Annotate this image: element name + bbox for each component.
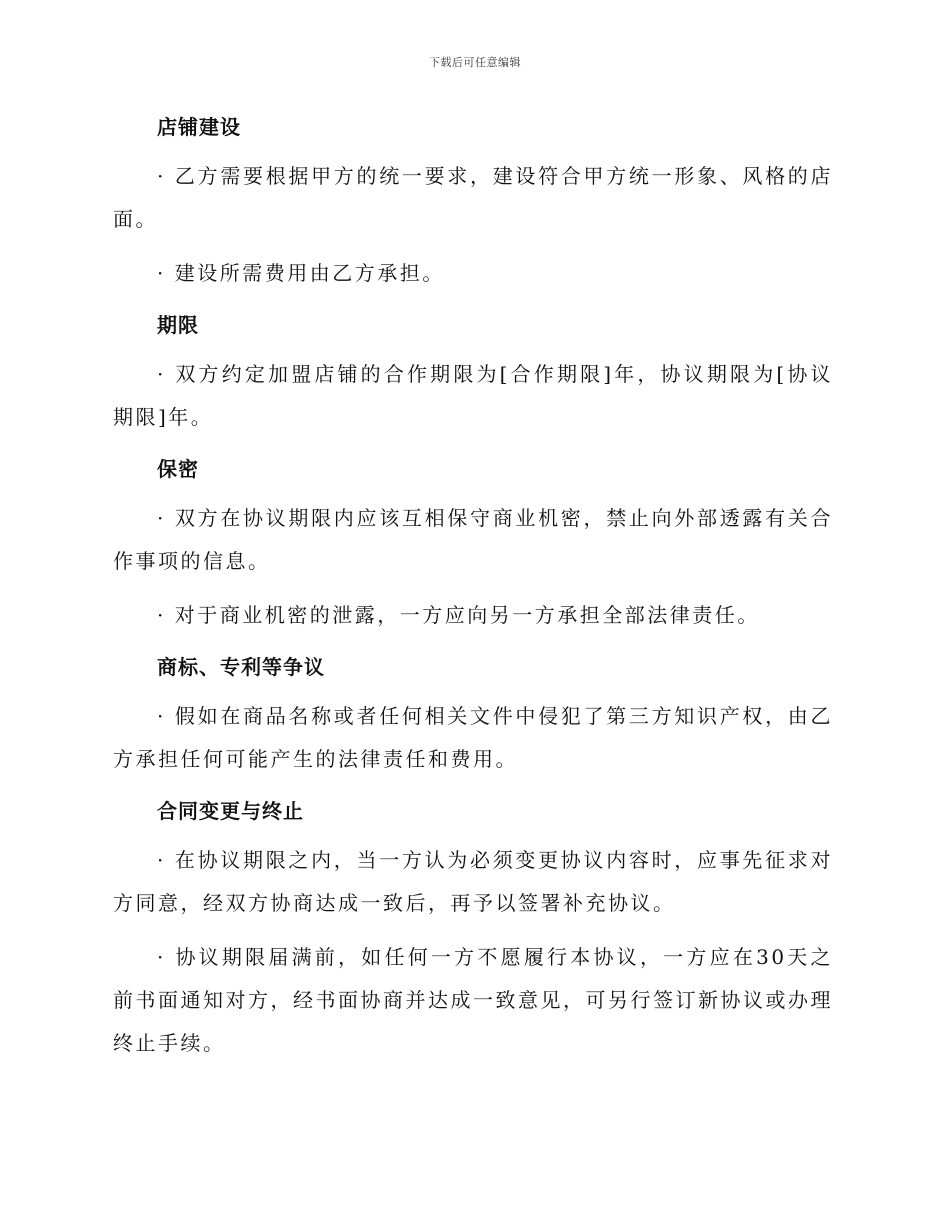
page-header: 下载后可任意编辑 [429, 56, 521, 69]
paragraph: · 乙方需要根据甲方的统一要求，建设符合甲方统一形象、风格的店面。 [113, 164, 833, 231]
paragraph: · 假如在商品名称或者任何相关文件中侵犯了第三方知识产权，由乙方承担任何可能产生的法律责任和费用。 [113, 704, 833, 771]
section-heading-confidentiality: 保密 [157, 457, 199, 481]
paragraph: · 在协议期限之内，当一方认为必须变更协议内容时，应事先征求对方同意，经双方协商达成一致后，再予以签署补充协议。 [113, 848, 833, 915]
paragraph: · 建设所需费用由乙方承担。 [157, 261, 445, 285]
section-heading-term: 期限 [157, 313, 199, 337]
section-heading-store-construction: 店铺建设 [157, 115, 241, 139]
paragraph: · 双方约定加盟店铺的合作期限为[合作期限]年，协议期限为[协议期限]年。 [113, 362, 833, 429]
paragraph: · 双方在协议期限内应该互相保守商业机密，禁止向外部透露有关合作事项的信息。 [113, 506, 833, 573]
section-heading-contract-change-termination: 合同变更与终止 [157, 799, 304, 823]
paragraph: · 对于商业机密的泄露，一方应向另一方承担全部法律责任。 [157, 603, 760, 627]
section-heading-trademark-patent-disputes: 商标、专利等争议 [157, 655, 325, 679]
document-body [113, 108, 833, 1076]
paragraph: · 协议期限届满前，如任何一方不愿履行本协议，一方应在30天之前书面通知对方，经书面协商并达成一致意见，可另行签订新协议或办理终止手续。 [113, 945, 833, 1055]
